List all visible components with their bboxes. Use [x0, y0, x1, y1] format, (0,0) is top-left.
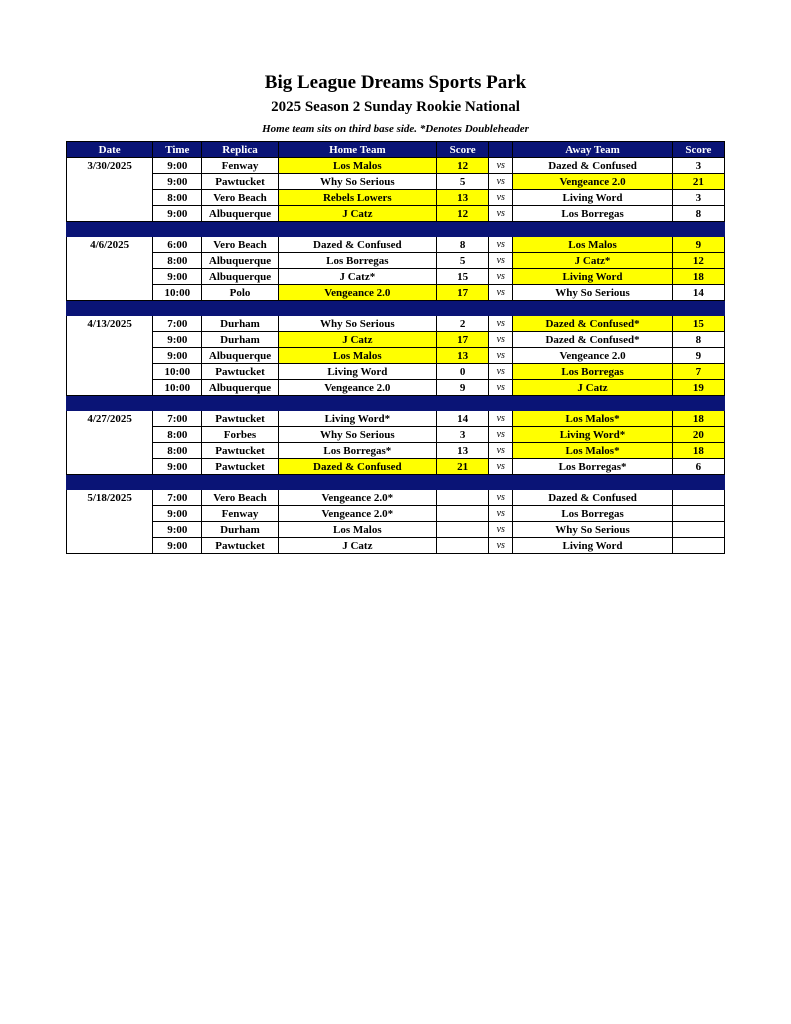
home-team-cell: J Catz [278, 538, 436, 554]
game-row [67, 522, 725, 538]
replica-cell: Forbes [202, 427, 278, 443]
vs-cell: vs [489, 316, 513, 332]
separator-cell [672, 475, 724, 490]
vs-cell: vs [489, 206, 513, 222]
date-cell [67, 206, 153, 222]
home-score-cell: 12 [437, 158, 489, 174]
column-header-away-team: Away Team [513, 142, 672, 158]
time-cell: 9:00 [153, 459, 202, 475]
date-cell: 4/13/2025 [67, 316, 153, 332]
vs-cell: vs [489, 190, 513, 206]
home-score-cell: 17 [437, 332, 489, 348]
away-team-cell: J Catz* [513, 253, 672, 269]
separator-cell [672, 222, 724, 237]
game-row [67, 206, 725, 222]
column-header-vs [489, 142, 513, 158]
game-row [67, 253, 725, 269]
time-cell: 9:00 [153, 174, 202, 190]
date-cell: 5/18/2025 [67, 490, 153, 506]
game-row [67, 237, 725, 253]
replica-cell: Albuquerque [202, 380, 278, 396]
time-cell: 8:00 [153, 443, 202, 459]
game-row [67, 174, 725, 190]
game-row [67, 411, 725, 427]
game-row [67, 490, 725, 506]
home-score-cell: 3 [437, 427, 489, 443]
replica-cell: Albuquerque [202, 348, 278, 364]
game-row [67, 158, 725, 174]
separator-cell [202, 396, 278, 411]
week-separator [67, 475, 725, 490]
home-team-cell: J Catz [278, 206, 436, 222]
page-title: Big League Dreams Sports Park [264, 72, 527, 93]
away-team-cell: Dazed & Confused* [513, 316, 672, 332]
replica-cell: Fenway [202, 158, 278, 174]
away-team-cell: Los Borregas [513, 364, 672, 380]
time-cell: 8:00 [153, 190, 202, 206]
away-score-cell: 18 [672, 269, 724, 285]
date-cell [67, 427, 153, 443]
home-team-cell: J Catz* [278, 269, 436, 285]
away-team-cell: Los Malos* [513, 443, 672, 459]
replica-cell: Durham [202, 316, 278, 332]
away-score-cell: 8 [672, 206, 724, 222]
separator-cell [278, 475, 436, 490]
date-cell [67, 522, 153, 538]
home-team-cell: Los Malos [278, 348, 436, 364]
week-separator [67, 222, 725, 237]
replica-cell: Albuquerque [202, 253, 278, 269]
replica-cell: Vero Beach [202, 190, 278, 206]
date-cell [67, 506, 153, 522]
time-cell: 9:00 [153, 269, 202, 285]
away-team-cell: Living Word* [513, 427, 672, 443]
vs-cell: vs [489, 269, 513, 285]
time-cell: 7:00 [153, 411, 202, 427]
away-score-cell: 7 [672, 364, 724, 380]
time-cell: 7:00 [153, 316, 202, 332]
time-cell: 9:00 [153, 506, 202, 522]
away-score-cell: 14 [672, 285, 724, 301]
away-score-cell: 8 [672, 332, 724, 348]
column-header-home-team: Home Team [278, 142, 436, 158]
replica-cell: Pawtucket [202, 459, 278, 475]
game-row [67, 364, 725, 380]
home-score-cell [437, 538, 489, 554]
away-score-cell: 18 [672, 411, 724, 427]
home-team-cell: Vengeance 2.0 [278, 380, 436, 396]
column-header-replica: Replica [202, 142, 278, 158]
away-team-cell: Vengeance 2.0 [513, 174, 672, 190]
separator-cell [672, 396, 724, 411]
vs-cell: vs [489, 237, 513, 253]
time-cell: 8:00 [153, 427, 202, 443]
replica-cell: Fenway [202, 506, 278, 522]
date-cell: 4/27/2025 [67, 411, 153, 427]
game-row [67, 285, 725, 301]
schedule-note: Home team sits on third base side. *Denotes Doubleheader [262, 123, 529, 135]
vs-cell: vs [489, 285, 513, 301]
vs-cell: vs [489, 380, 513, 396]
date-cell [67, 174, 153, 190]
schedule-table [66, 141, 725, 554]
home-team-cell: Los Borregas* [278, 443, 436, 459]
home-team-cell: Living Word [278, 364, 436, 380]
home-team-cell: Why So Serious [278, 316, 436, 332]
home-team-cell: Vengeance 2.0* [278, 490, 436, 506]
replica-cell: Pawtucket [202, 411, 278, 427]
separator-cell [278, 301, 436, 316]
separator-cell [437, 475, 489, 490]
date-cell [67, 348, 153, 364]
separator-cell [67, 301, 153, 316]
date-cell [67, 190, 153, 206]
vs-cell: vs [489, 427, 513, 443]
replica-cell: Durham [202, 332, 278, 348]
home-score-cell: 15 [437, 269, 489, 285]
separator-cell [67, 396, 153, 411]
separator-cell [489, 475, 513, 490]
time-cell: 9:00 [153, 332, 202, 348]
separator-cell [67, 222, 153, 237]
away-score-cell [672, 522, 724, 538]
home-score-cell: 2 [437, 316, 489, 332]
away-score-cell: 9 [672, 348, 724, 364]
date-cell [67, 285, 153, 301]
away-team-cell: Vengeance 2.0 [513, 348, 672, 364]
replica-cell: Pawtucket [202, 364, 278, 380]
away-score-cell: 20 [672, 427, 724, 443]
away-score-cell: 3 [672, 190, 724, 206]
date-cell [67, 269, 153, 285]
separator-cell [437, 222, 489, 237]
away-team-cell: Dazed & Confused [513, 158, 672, 174]
replica-cell: Albuquerque [202, 206, 278, 222]
game-row [67, 538, 725, 554]
date-cell [67, 459, 153, 475]
away-team-cell: Los Borregas [513, 206, 672, 222]
game-row [67, 443, 725, 459]
replica-cell: Durham [202, 522, 278, 538]
time-cell: 9:00 [153, 348, 202, 364]
home-score-cell: 17 [437, 285, 489, 301]
time-cell: 9:00 [153, 206, 202, 222]
away-score-cell: 12 [672, 253, 724, 269]
away-score-cell [672, 506, 724, 522]
separator-cell [153, 301, 202, 316]
game-row [67, 380, 725, 396]
schedule-body [67, 158, 725, 554]
game-row [67, 427, 725, 443]
home-score-cell: 13 [437, 348, 489, 364]
game-row [67, 316, 725, 332]
time-cell: 8:00 [153, 253, 202, 269]
away-score-cell: 9 [672, 237, 724, 253]
vs-cell: vs [489, 459, 513, 475]
replica-cell: Pawtucket [202, 443, 278, 459]
away-team-cell: Dazed & Confused* [513, 332, 672, 348]
away-score-cell [672, 490, 724, 506]
home-team-cell: Dazed & Confused [278, 237, 436, 253]
game-row [67, 269, 725, 285]
away-team-cell: J Catz [513, 380, 672, 396]
separator-cell [278, 396, 436, 411]
time-cell: 9:00 [153, 158, 202, 174]
away-team-cell: Living Word [513, 538, 672, 554]
date-cell [67, 253, 153, 269]
time-cell: 10:00 [153, 364, 202, 380]
separator-cell [437, 396, 489, 411]
away-team-cell: Living Word [513, 269, 672, 285]
away-team-cell: Living Word [513, 190, 672, 206]
date-cell [67, 443, 153, 459]
away-team-cell: Dazed & Confused [513, 490, 672, 506]
home-team-cell: Living Word* [278, 411, 436, 427]
replica-cell: Vero Beach [202, 237, 278, 253]
away-team-cell: Los Malos [513, 237, 672, 253]
separator-cell [67, 475, 153, 490]
home-score-cell: 13 [437, 443, 489, 459]
date-cell [67, 380, 153, 396]
vs-cell: vs [489, 411, 513, 427]
home-team-cell: Vengeance 2.0 [278, 285, 436, 301]
away-score-cell: 18 [672, 443, 724, 459]
week-separator [67, 301, 725, 316]
home-score-cell: 21 [437, 459, 489, 475]
date-cell [67, 364, 153, 380]
time-cell: 6:00 [153, 237, 202, 253]
away-team-cell: Los Borregas [513, 506, 672, 522]
home-team-cell: Vengeance 2.0* [278, 506, 436, 522]
vs-cell: vs [489, 158, 513, 174]
vs-cell: vs [489, 348, 513, 364]
game-row [67, 506, 725, 522]
separator-cell [489, 396, 513, 411]
home-score-cell: 0 [437, 364, 489, 380]
vs-cell: vs [489, 253, 513, 269]
home-score-cell [437, 506, 489, 522]
separator-cell [672, 301, 724, 316]
home-team-cell: J Catz [278, 332, 436, 348]
separator-cell [513, 222, 672, 237]
home-team-cell: Why So Serious [278, 427, 436, 443]
vs-cell: vs [489, 174, 513, 190]
home-team-cell: Dazed & Confused [278, 459, 436, 475]
separator-cell [437, 301, 489, 316]
game-row [67, 332, 725, 348]
home-score-cell: 13 [437, 190, 489, 206]
separator-cell [202, 222, 278, 237]
home-score-cell [437, 490, 489, 506]
vs-cell: vs [489, 364, 513, 380]
game-row [67, 459, 725, 475]
home-team-cell: Los Malos [278, 522, 436, 538]
column-header-home-score: Score [437, 142, 489, 158]
vs-cell: vs [489, 443, 513, 459]
home-score-cell: 5 [437, 174, 489, 190]
separator-cell [513, 475, 672, 490]
home-score-cell: 8 [437, 237, 489, 253]
date-cell [67, 332, 153, 348]
separator-cell [513, 301, 672, 316]
away-team-cell: Los Malos* [513, 411, 672, 427]
away-team-cell: Why So Serious [513, 285, 672, 301]
time-cell: 7:00 [153, 490, 202, 506]
separator-cell [489, 301, 513, 316]
date-cell: 4/6/2025 [67, 237, 153, 253]
vs-cell: vs [489, 506, 513, 522]
home-team-cell: Los Malos [278, 158, 436, 174]
away-team-cell: Los Borregas* [513, 459, 672, 475]
separator-cell [202, 301, 278, 316]
vs-cell: vs [489, 538, 513, 554]
replica-cell: Albuquerque [202, 269, 278, 285]
home-score-cell: 14 [437, 411, 489, 427]
away-score-cell: 6 [672, 459, 724, 475]
home-team-cell: Los Borregas [278, 253, 436, 269]
separator-cell [153, 396, 202, 411]
home-score-cell [437, 522, 489, 538]
home-team-cell: Rebels Lowers [278, 190, 436, 206]
time-cell: 9:00 [153, 522, 202, 538]
header-row [67, 142, 725, 158]
away-score-cell: 15 [672, 316, 724, 332]
date-cell: 3/30/2025 [67, 158, 153, 174]
home-score-cell: 9 [437, 380, 489, 396]
vs-cell: vs [489, 332, 513, 348]
replica-cell: Polo [202, 285, 278, 301]
game-row [67, 348, 725, 364]
separator-cell [278, 222, 436, 237]
column-header-time: Time [153, 142, 202, 158]
vs-cell: vs [489, 490, 513, 506]
separator-cell [202, 475, 278, 490]
separator-cell [153, 222, 202, 237]
time-cell: 10:00 [153, 380, 202, 396]
away-score-cell [672, 538, 724, 554]
time-cell: 9:00 [153, 538, 202, 554]
replica-cell: Pawtucket [202, 538, 278, 554]
column-header-date: Date [67, 142, 153, 158]
away-score-cell: 21 [672, 174, 724, 190]
away-team-cell: Why So Serious [513, 522, 672, 538]
page-subtitle: 2025 Season 2 Sunday Rookie National [271, 99, 520, 115]
home-team-cell: Why So Serious [278, 174, 436, 190]
away-score-cell: 3 [672, 158, 724, 174]
game-row [67, 190, 725, 206]
vs-cell: vs [489, 522, 513, 538]
column-header-away-score: Score [672, 142, 724, 158]
home-score-cell: 12 [437, 206, 489, 222]
replica-cell: Pawtucket [202, 174, 278, 190]
date-cell [67, 538, 153, 554]
separator-cell [153, 475, 202, 490]
home-score-cell: 5 [437, 253, 489, 269]
replica-cell: Vero Beach [202, 490, 278, 506]
time-cell: 10:00 [153, 285, 202, 301]
separator-cell [489, 222, 513, 237]
week-separator [67, 396, 725, 411]
away-score-cell: 19 [672, 380, 724, 396]
separator-cell [513, 396, 672, 411]
